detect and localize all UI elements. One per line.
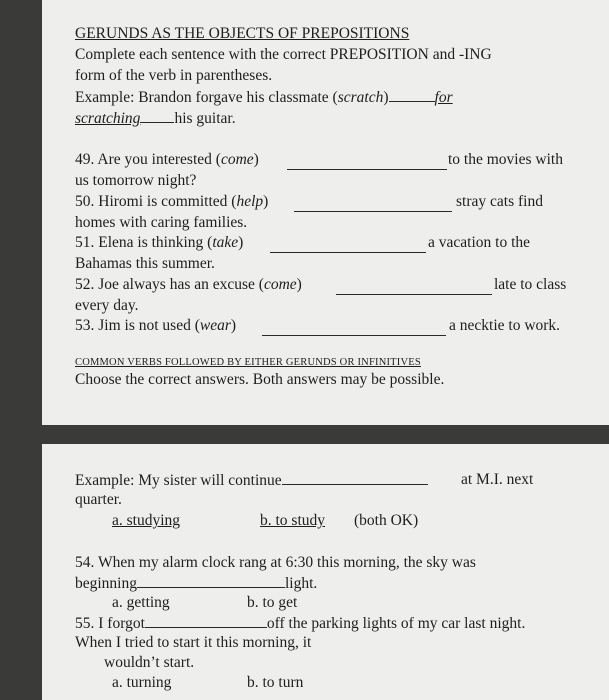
question-49: 49. Are you interested (come) [75,151,259,168]
question-54-option-b[interactable]: b. to get [247,594,298,611]
answer-blank-52[interactable] [336,280,492,295]
question-51: 51. Elena is thinking (take) [75,234,244,251]
question-55: 55. I forgot off the parking lights of my car last night. [75,615,526,632]
answer-blank-49[interactable] [287,155,447,170]
question-55-option-a[interactable]: a. turning [112,674,172,691]
section-title: GERUNDS AS THE OBJECTS OF PREPOSITIONS [75,25,410,42]
section-2-title: COMMON VERBS FOLLOWED BY EITHER GERUNDS OR INFINITIVES [75,357,421,368]
question-50: 50. Hiromi is committed (help) [75,193,269,210]
section-2-instructions: Choose the correct answers. Both answers may be possible. [75,371,445,388]
question-52: 52. Joe always has an excuse (come) [75,276,302,293]
question-53: 53. Jim is not used (wear) [75,317,237,334]
question-55-option-b[interactable]: b. to turn [247,674,304,691]
example-2-option-a: a. studying [112,512,181,529]
example-line-1: Example: Brandon forgave his classmate (scratch) for [75,89,453,106]
answer-blank-53[interactable] [262,321,446,336]
worksheet-page-bottom: Example: My sister will continue at M.I. next quarter. a. studying b. to study (both OK) 54. When my alarm clock rang at 6:30 this morning, the sky was beginning light. a. getting b. to get 55. I forgot off the parking lights of my car last night. When I tried to start it this morning, it wouldn’t start. a. turning b. to turn [42,444,609,700]
question-54-option-a[interactable]: a. getting [112,594,170,611]
answer-blank-54[interactable] [137,573,285,588]
example-line-2: scratching his guitar. [75,110,236,127]
instructions-line-2: form of the verb in parentheses. [75,67,273,84]
example-2-option-b: b. to study [260,512,326,529]
answer-blank-55[interactable] [145,613,267,628]
answer-blank-51[interactable] [270,238,426,253]
example-answer-preposition: for [434,89,453,106]
answer-blank-50[interactable] [294,197,452,212]
instructions-line-1: Complete each sentence with the correct PREPOSITION and -ING [75,46,492,63]
worksheet-page-top: GERUNDS AS THE OBJECTS OF PREPOSITIONS Complete each sentence with the correct PREPOSITION and -ING form of the verb in parentheses. Example: Brandon forgave his classmate (scratch) for scratching his guitar. 49. Are you interested (come) to the movies with us tomorrow night? 50. Hiromi is committed (help) stray cats find homes with caring families. 51. Elena is thinking (take) a vacation to the Bahamas this summer. 52. Joe always has an excuse (come) late to class every day. 53. Jim is not used (wear) a necktie to work. COMMON VERBS FOLLOWED BY EITHER GERUNDS OR INFINITIVES Choose the correct answers. Both answers may be possible. [42,0,609,425]
example-answer-gerund: scratching [75,110,141,127]
question-54: 54. When my alarm clock rang at 6:30 this morning, the sky was [75,554,476,571]
example-2-line-1: Example: My sister will continue [75,470,428,491]
